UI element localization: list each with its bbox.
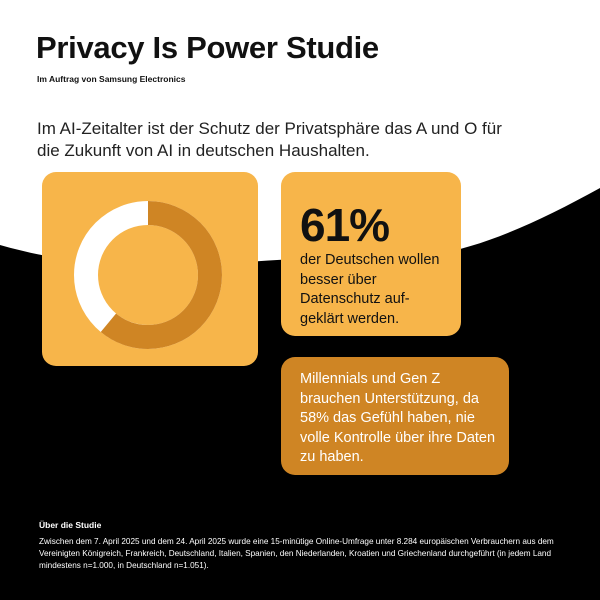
page-title: Privacy Is Power Studie	[36, 30, 379, 65]
intro-text: Im AI-Zeitalter ist der Schutz der Privatsphäre das A und O für die Zukunft von AI in deutschen Haushalten.	[37, 119, 502, 160]
stat-card	[281, 172, 461, 336]
donut-chart	[42, 172, 258, 366]
donut-chart-card	[42, 172, 258, 366]
generation-callout-text: Millennials und Gen Z brauchen Unterstützung, da 58% das Gefühl haben, nie volle Kontrolle über ihre Daten zu haben.	[300, 371, 496, 465]
stat-value: 61%	[300, 199, 390, 251]
about-study-text: Zwischen dem 7. April 2025 und dem 24. April 2025 wurde eine 15-minütige Online-Umfrage unter 8.284 europäischen Verbrauchern aus dem Vereinigten Königreich, Frankreich, Deutschland, Italien, Spanien, den Niederlanden, Kroatien und Griechenland durchgeführt (in jedem Land mindestens n=1.000, in Deutschland n=1.051).	[39, 537, 554, 571]
about-study-heading: Über die Studie	[39, 520, 102, 530]
page-subtitle: Im Auftrag von Samsung Electronics	[37, 74, 186, 84]
stat-description: der Deutschen wollen besser über Datenschutz auf-geklärt werden.	[300, 252, 440, 327]
generation-callout-card	[281, 357, 509, 475]
